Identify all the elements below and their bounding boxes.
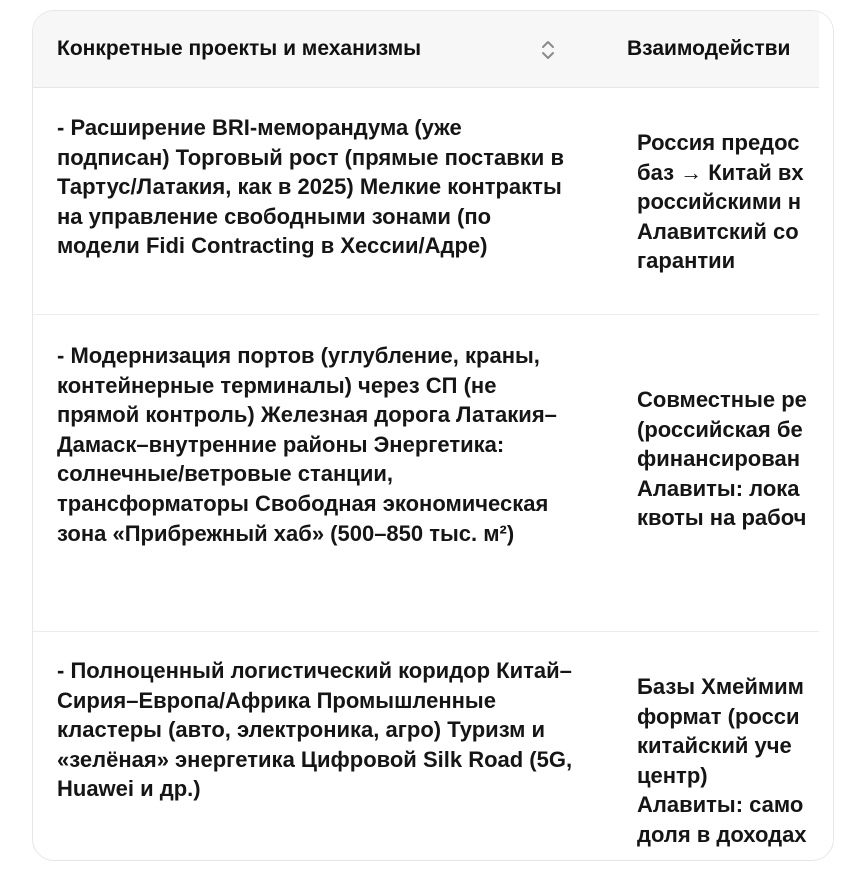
table-header <box>33 11 819 88</box>
column-header-interaction[interactable] <box>627 35 790 63</box>
column-header-label: Конкретные проекты и механизмы <box>57 37 422 60</box>
cell-line: Алавитский со <box>637 218 799 244</box>
cell-line: китайский уче <box>637 733 792 759</box>
table-cell-interaction <box>637 128 819 276</box>
cell-line: российскими н <box>637 189 802 215</box>
table-row <box>33 632 819 860</box>
table-cell-projects: - Модернизация портов (углубление, краны, контейнерные терминалы) через СП (не прямой контроль) Железная дорога Латакия–Дамаск–внутренние районы Энергетика: солнечные/ветровые станции, трансформаторы Свободная экономическая зона «Прибрежный хаб» (500–850 тыс. м²) <box>57 343 557 546</box>
cell-line: формат (росси <box>637 703 800 729</box>
table-row <box>33 315 819 632</box>
cell-line: гарантии <box>637 248 736 274</box>
table-cell-interaction <box>637 385 819 533</box>
table-cell-interaction <box>637 672 819 850</box>
cell-line: Базы Хмеймим <box>637 674 804 699</box>
table-cell-projects: - Расширение BRI-меморандума (уже подписан) Торговый рост (прямые поставки в Тартус/Латакия, как в 2025) Мелкие контракты на управление свободными зонами (по модели Fidi Contracting в Хессии/Адре) <box>57 115 564 259</box>
cell-line: Алавиты: само <box>637 792 804 818</box>
card-edge <box>819 11 833 860</box>
cell-line: доля в доходах <box>637 821 807 847</box>
cell-line: квоты на рабоч <box>637 505 807 531</box>
table-row <box>33 88 819 315</box>
column-header-projects[interactable] <box>57 35 421 63</box>
column-header-label: Взаимодействи <box>627 37 791 60</box>
cell-line: Совместные ре <box>637 387 807 412</box>
table-cell-projects: - Полноценный логистический коридор Китай–Сирия–Европа/Африка Промышленные кластеры (авто, электроника, агро) Туризм и «зелёная» энергетика Цифровой Silk Road (5G, Huawei и др.) <box>57 658 573 802</box>
cell-line: Алавиты: лока <box>637 475 800 501</box>
cell-line: баз → Китай вх <box>637 159 804 185</box>
sort-icon[interactable] <box>539 38 557 62</box>
cell-line: финансирован <box>637 446 800 472</box>
cell-line: (российская бе <box>637 416 803 442</box>
cell-line: центр) <box>637 762 708 788</box>
table-scroll-area[interactable] <box>33 11 819 860</box>
cell-line: Россия предос <box>637 130 800 155</box>
table-card <box>32 10 834 861</box>
